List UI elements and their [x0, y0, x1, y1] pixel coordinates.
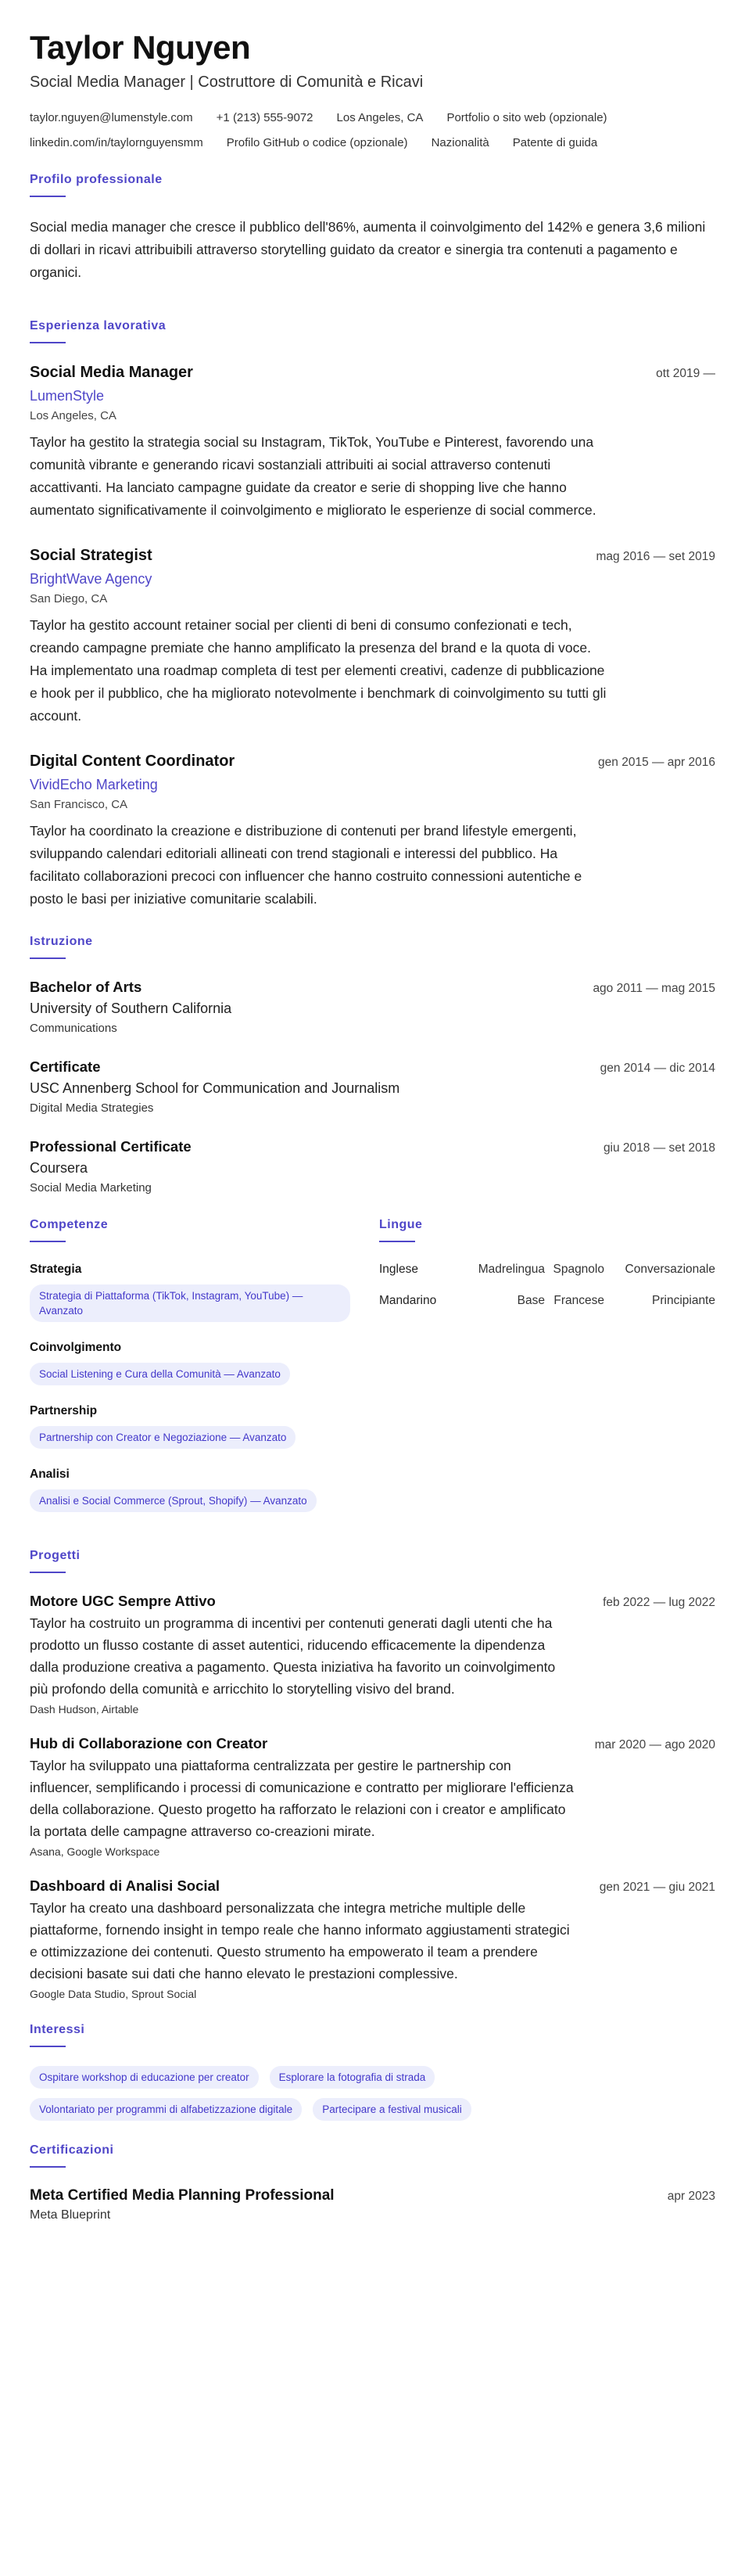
project-item — [30, 1592, 715, 1717]
job-description: Taylor ha gestito account retainer social per clienti di beni di consumo confezionati e tech, creando campagne premiate che hanno amplificato la presenza del brand e la quota di voce. Ha implementato una roadmap completa di test per elementi creativi, cadenze di pubblicazione e hook per il pubblico, che ha migliorato notevolmente i benchmark di coinvolgimento su tutti gli account. — [30, 617, 607, 724]
section-divider — [30, 2046, 66, 2047]
project-description: Taylor ha creato una dashboard personalizzata che integra metriche multiple delle piattaforme, fornendo insight in tempo reale che hanno informato aggiustamenti strategici e ottimizzazione dei contenuti. Questo strumento ha empowerato il team a prendere decisioni basate sui dati che hanno elevato le prestazioni complessive. — [30, 1900, 570, 1981]
section-divider — [30, 342, 66, 343]
certification-name: Meta Certified Media Planning Professional — [30, 2187, 335, 2204]
job-title: Social Media Manager — [30, 364, 193, 381]
skill-category: Analisi — [30, 1468, 70, 1481]
profile-section — [30, 172, 715, 284]
section-title: Interessi — [30, 2023, 85, 2036]
linkedin-link[interactable]: linkedin.com/in/taylornguyensmm — [30, 136, 203, 149]
project-item — [30, 1877, 715, 2002]
section-divider — [30, 1572, 66, 1573]
section-divider — [379, 1241, 415, 1242]
section-title: Certificazioni — [30, 2143, 114, 2157]
section-divider — [30, 2166, 66, 2168]
language-level: Principiante — [652, 1294, 715, 1307]
certifications-section — [30, 2143, 715, 2224]
language-name: Spagnolo — [553, 1263, 604, 1276]
language-level: Base — [517, 1294, 545, 1307]
phone-number[interactable]: +1 (213) 555-9072 — [216, 111, 313, 124]
language-name: Francese — [553, 1294, 604, 1307]
interests-section — [30, 2022, 715, 2121]
school-name: USC Annenberg School for Communication and Journalism — [30, 1080, 400, 1096]
nationality: Nazionalità — [431, 136, 489, 149]
section-title: Progetti — [30, 1549, 81, 1562]
contact-row — [30, 110, 715, 127]
job-location: San Francisco, CA — [30, 798, 128, 811]
skill-group — [30, 1339, 358, 1385]
certification-issuer: Meta Blueprint — [30, 2208, 111, 2222]
contact-info — [30, 110, 715, 152]
location: Los Angeles, CA — [336, 111, 424, 124]
email-link[interactable]: taylor.nguyen@lumenstyle.com — [30, 111, 193, 124]
education-item — [30, 978, 715, 1037]
company-name: BrightWave Agency — [30, 571, 152, 587]
experience-item — [30, 545, 715, 728]
education-dates: giu 2018 — set 2018 — [603, 1141, 715, 1155]
skill-chip: Social Listening e Cura della Comunità — Avanzato — [30, 1363, 290, 1385]
job-title: Social Strategist — [30, 547, 152, 564]
school-name: University of Southern California — [30, 1001, 232, 1016]
projects-section — [30, 1548, 715, 2002]
section-title: Esperienza lavorativa — [30, 319, 167, 332]
certification-item — [30, 2186, 715, 2224]
portfolio-link[interactable]: Portfolio o sito web (opzionale) — [446, 111, 607, 124]
job-description: Taylor ha gestito la strategia social su Instagram, TikTok, YouTube e Pinterest, favorendo una comunità vibrante e generando ricavi sostanziali attribuiti ai social attraverso contenuti accattivanti. Ha lanciato campagne guidate da creator e serie di shopping live che hanno aumentato significativamente il coinvolgimento e migliorato le esperienze di social commerce. — [30, 434, 596, 518]
certification-date: apr 2023 — [667, 2190, 715, 2203]
skill-chip: Strategia di Piattaforma (TikTok, Instagram, YouTube) — Avanzato — [30, 1284, 350, 1322]
experience-item — [30, 362, 715, 522]
education-dates: ago 2011 — mag 2015 — [593, 982, 715, 995]
skill-chip: Analisi e Social Commerce (Sprout, Shopify) — Avanzato — [30, 1489, 317, 1512]
interest-row — [30, 2098, 715, 2121]
skill-category: Strategia — [30, 1263, 82, 1276]
job-title: Digital Content Coordinator — [30, 753, 235, 770]
experience-section — [30, 318, 715, 911]
education-item — [30, 1058, 715, 1117]
language-name: Mandarino — [379, 1294, 437, 1307]
interest-row — [30, 2066, 715, 2089]
skill-category: Coinvolgimento — [30, 1341, 122, 1354]
field-of-study: Digital Media Strategies — [30, 1101, 154, 1115]
skills-section — [30, 1217, 358, 1529]
job-dates: gen 2015 — apr 2016 — [598, 756, 715, 769]
project-item — [30, 1734, 715, 1859]
education-section — [30, 934, 715, 1197]
interest-chip: Ospitare workshop di educazione per creator — [30, 2066, 259, 2089]
skill-chip: Partnership con Creator e Negoziazione — Avanzato — [30, 1426, 295, 1449]
project-name: Dashboard di Analisi Social — [30, 1877, 220, 1894]
education-dates: gen 2014 — dic 2014 — [600, 1062, 715, 1075]
school-name: Coursera — [30, 1160, 88, 1176]
experience-item — [30, 751, 715, 911]
section-title: Profilo professionale — [30, 173, 163, 186]
job-location: Los Angeles, CA — [30, 409, 116, 422]
section-title: Lingue — [379, 1218, 423, 1231]
skill-group — [30, 1261, 358, 1322]
section-title: Istruzione — [30, 935, 93, 948]
language-level: Madrelingua — [478, 1263, 545, 1276]
skill-category: Partnership — [30, 1404, 98, 1417]
company-name: LumenStyle — [30, 388, 105, 404]
degree-name: Certificate — [30, 1058, 101, 1075]
skills-languages-row — [30, 1217, 715, 1529]
candidate-name: Taylor Nguyen — [30, 29, 251, 66]
field-of-study: Communications — [30, 1022, 117, 1035]
candidate-headline: Social Media Manager | Costruttore di Comunità e Ricavi — [30, 74, 424, 91]
field-of-study: Social Media Marketing — [30, 1181, 152, 1195]
languages-section — [379, 1217, 715, 1529]
interest-chip: Esplorare la fotografia di strada — [270, 2066, 435, 2089]
skill-group — [30, 1466, 358, 1512]
section-divider — [30, 957, 66, 959]
project-description: Taylor ha sviluppato una piattaforma centralizzata per gestire le partnership con influencer, semplificando i processi di comunicazione e contratto per migliorare l'efficienza della collaborazione. Questo progetto ha rafforzato le relazioni con i creator e amplificato la portata delle campagne attraverso co-creazioni mirate. — [30, 1758, 574, 1839]
languages-grid — [379, 1261, 715, 1310]
language-level: Conversazionale — [625, 1263, 715, 1276]
section-title: Competenze — [30, 1218, 109, 1231]
project-dates: feb 2022 — lug 2022 — [603, 1596, 715, 1609]
job-location: San Diego, CA — [30, 592, 108, 605]
section-divider — [30, 196, 66, 197]
contact-row — [30, 135, 715, 152]
project-name: Motore UGC Sempre Attivo — [30, 1593, 216, 1609]
education-item — [30, 1137, 715, 1197]
company-name: VividEcho Marketing — [30, 777, 158, 792]
project-description: Taylor ha costruito un programma di incentivi per contenuti generati dagli utenti che ha prodotto un flusso costante di asset autentici, riducendo efficacemente la dipendenza dalla produzione creativa a pagamento. Questa iniziativa ha favorito un coinvolgimento più profondo della comunità e arricchito lo storytelling visivo del brand. — [30, 1615, 556, 1697]
job-description: Taylor ha coordinato la creazione e distribuzione di contenuti per brand lifestyle emergenti, sviluppando calendari editoriali allineati con trend stagionali e interessi del pubblico. Ha facilitato collaborazioni precoci con influencer che hanno costruito connessioni autentiche e posto le basi per iniziative comunitarie scalabili. — [30, 823, 582, 907]
project-dates: gen 2021 — giu 2021 — [599, 1881, 715, 1894]
skill-group — [30, 1403, 358, 1449]
project-dates: mar 2020 — ago 2020 — [594, 1738, 715, 1751]
interest-chip: Partecipare a festival musicali — [313, 2098, 471, 2121]
resume-header — [30, 28, 715, 152]
job-dates: ott 2019 — — [656, 367, 715, 380]
project-tools: Google Data Studio, Sprout Social — [30, 1988, 197, 2000]
degree-name: Bachelor of Arts — [30, 979, 142, 995]
github-link[interactable]: Profilo GitHub o codice (opzionale) — [226, 136, 408, 149]
profile-summary: Social media manager che cresce il pubblico dell'86%, aumenta il coinvolgimento del 142% e genera 3,6 milioni di dollari in ricavi attribuibili attraverso storytelling guidato da creator e sinergia tra contenuti a pagamento e organici. — [30, 219, 706, 280]
degree-name: Professional Certificate — [30, 1138, 192, 1155]
project-tools: Asana, Google Workspace — [30, 1845, 160, 1858]
job-dates: mag 2016 — set 2019 — [596, 550, 715, 563]
section-divider — [30, 1241, 66, 1242]
project-name: Hub di Collaborazione con Creator — [30, 1735, 268, 1751]
project-tools: Dash Hudson, Airtable — [30, 1703, 139, 1716]
language-name: Inglese — [379, 1263, 418, 1276]
driving-license: Patente di guida — [512, 136, 598, 149]
interest-chip: Volontariato per programmi di alfabetizzazione digitale — [30, 2098, 302, 2121]
